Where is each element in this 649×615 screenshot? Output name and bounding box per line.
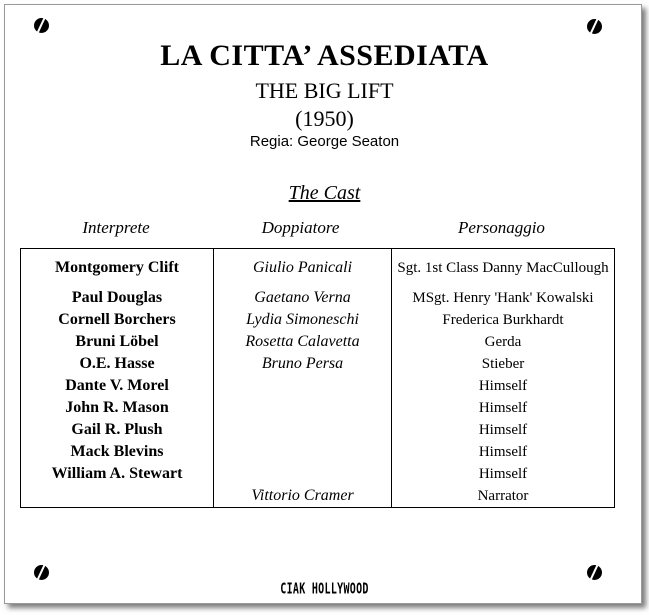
cell-dubber: [214, 375, 392, 397]
cell-actor: Montgomery Clift: [21, 249, 214, 288]
cell-dubber: Giulio Panicali: [214, 249, 392, 288]
cell-actor: Mack Blevins: [21, 441, 214, 463]
cell-dubber: [214, 463, 392, 485]
cell-dubber: Vittorio Cramer: [214, 485, 392, 508]
cell-actor: William A. Stewart: [21, 463, 214, 485]
cell-actor: Cornell Borchers: [21, 309, 214, 331]
cell-role: Stieber: [392, 353, 615, 375]
cell-dubber: [214, 419, 392, 441]
cell-dubber: [214, 441, 392, 463]
cell-dubber: [214, 397, 392, 419]
table-row: [21, 375, 615, 397]
cell-dubber: Gaetano Verna: [214, 287, 392, 309]
cell-dubber: Lydia Simoneschi: [214, 309, 392, 331]
film-original-title: THE BIG LIFT: [255, 78, 394, 103]
cell-actor: Paul Douglas: [21, 287, 214, 309]
cell-dubber: Rosetta Calavetta: [214, 331, 392, 353]
cell-role: Himself: [392, 397, 615, 419]
screw-icon-bottom-left: [34, 565, 49, 580]
cell-role: MSgt. Henry 'Hank' Kowalski: [392, 287, 615, 309]
cell-dubber: Bruno Persa: [214, 353, 392, 375]
table-row: [21, 353, 615, 375]
column-header-role: Personaggio: [458, 218, 545, 237]
cast-table: [20, 248, 615, 508]
cell-role: Sgt. 1st Class Danny MacCullough: [392, 249, 615, 288]
column-header-dubber: Doppiatore: [261, 218, 340, 237]
cell-role: Himself: [392, 441, 615, 463]
table-row: [21, 309, 615, 331]
table-row: [21, 287, 615, 309]
cell-actor: Gail R. Plush: [21, 419, 214, 441]
column-header-actor: Interprete: [82, 218, 150, 237]
cell-role: Himself: [392, 419, 615, 441]
cell-role: Narrator: [392, 485, 615, 508]
table-row: [21, 463, 615, 485]
table-row: [21, 249, 615, 288]
film-director: Regia: George Seaton: [249, 133, 400, 150]
cell-role: Gerda: [392, 331, 615, 353]
cell-role: Himself: [392, 463, 615, 485]
cell-actor: Dante V. Morel: [21, 375, 214, 397]
screw-icon-top-left: [34, 18, 49, 33]
table-row: [21, 397, 615, 419]
cell-actor: John R. Mason: [21, 397, 214, 419]
film-title: LA CITTA’ ASSEDIATA: [160, 39, 489, 72]
ciak-hollywood-logo: CIAK HOLLYWOOD: [280, 581, 369, 598]
cell-actor: Bruni Löbel: [21, 331, 214, 353]
table-row: [21, 441, 615, 463]
table-row: [21, 485, 615, 508]
screw-icon-top-right: [587, 19, 602, 34]
cast-heading: The Cast: [288, 182, 361, 204]
cell-actor: [21, 485, 214, 508]
table-row: [21, 419, 615, 441]
film-year: (1950): [295, 106, 354, 131]
cell-actor: O.E. Hasse: [21, 353, 214, 375]
cell-role: Himself: [392, 375, 615, 397]
cell-role: Frederica Burkhardt: [392, 309, 615, 331]
table-row: [21, 331, 615, 353]
screw-icon-bottom-right: [587, 565, 602, 580]
